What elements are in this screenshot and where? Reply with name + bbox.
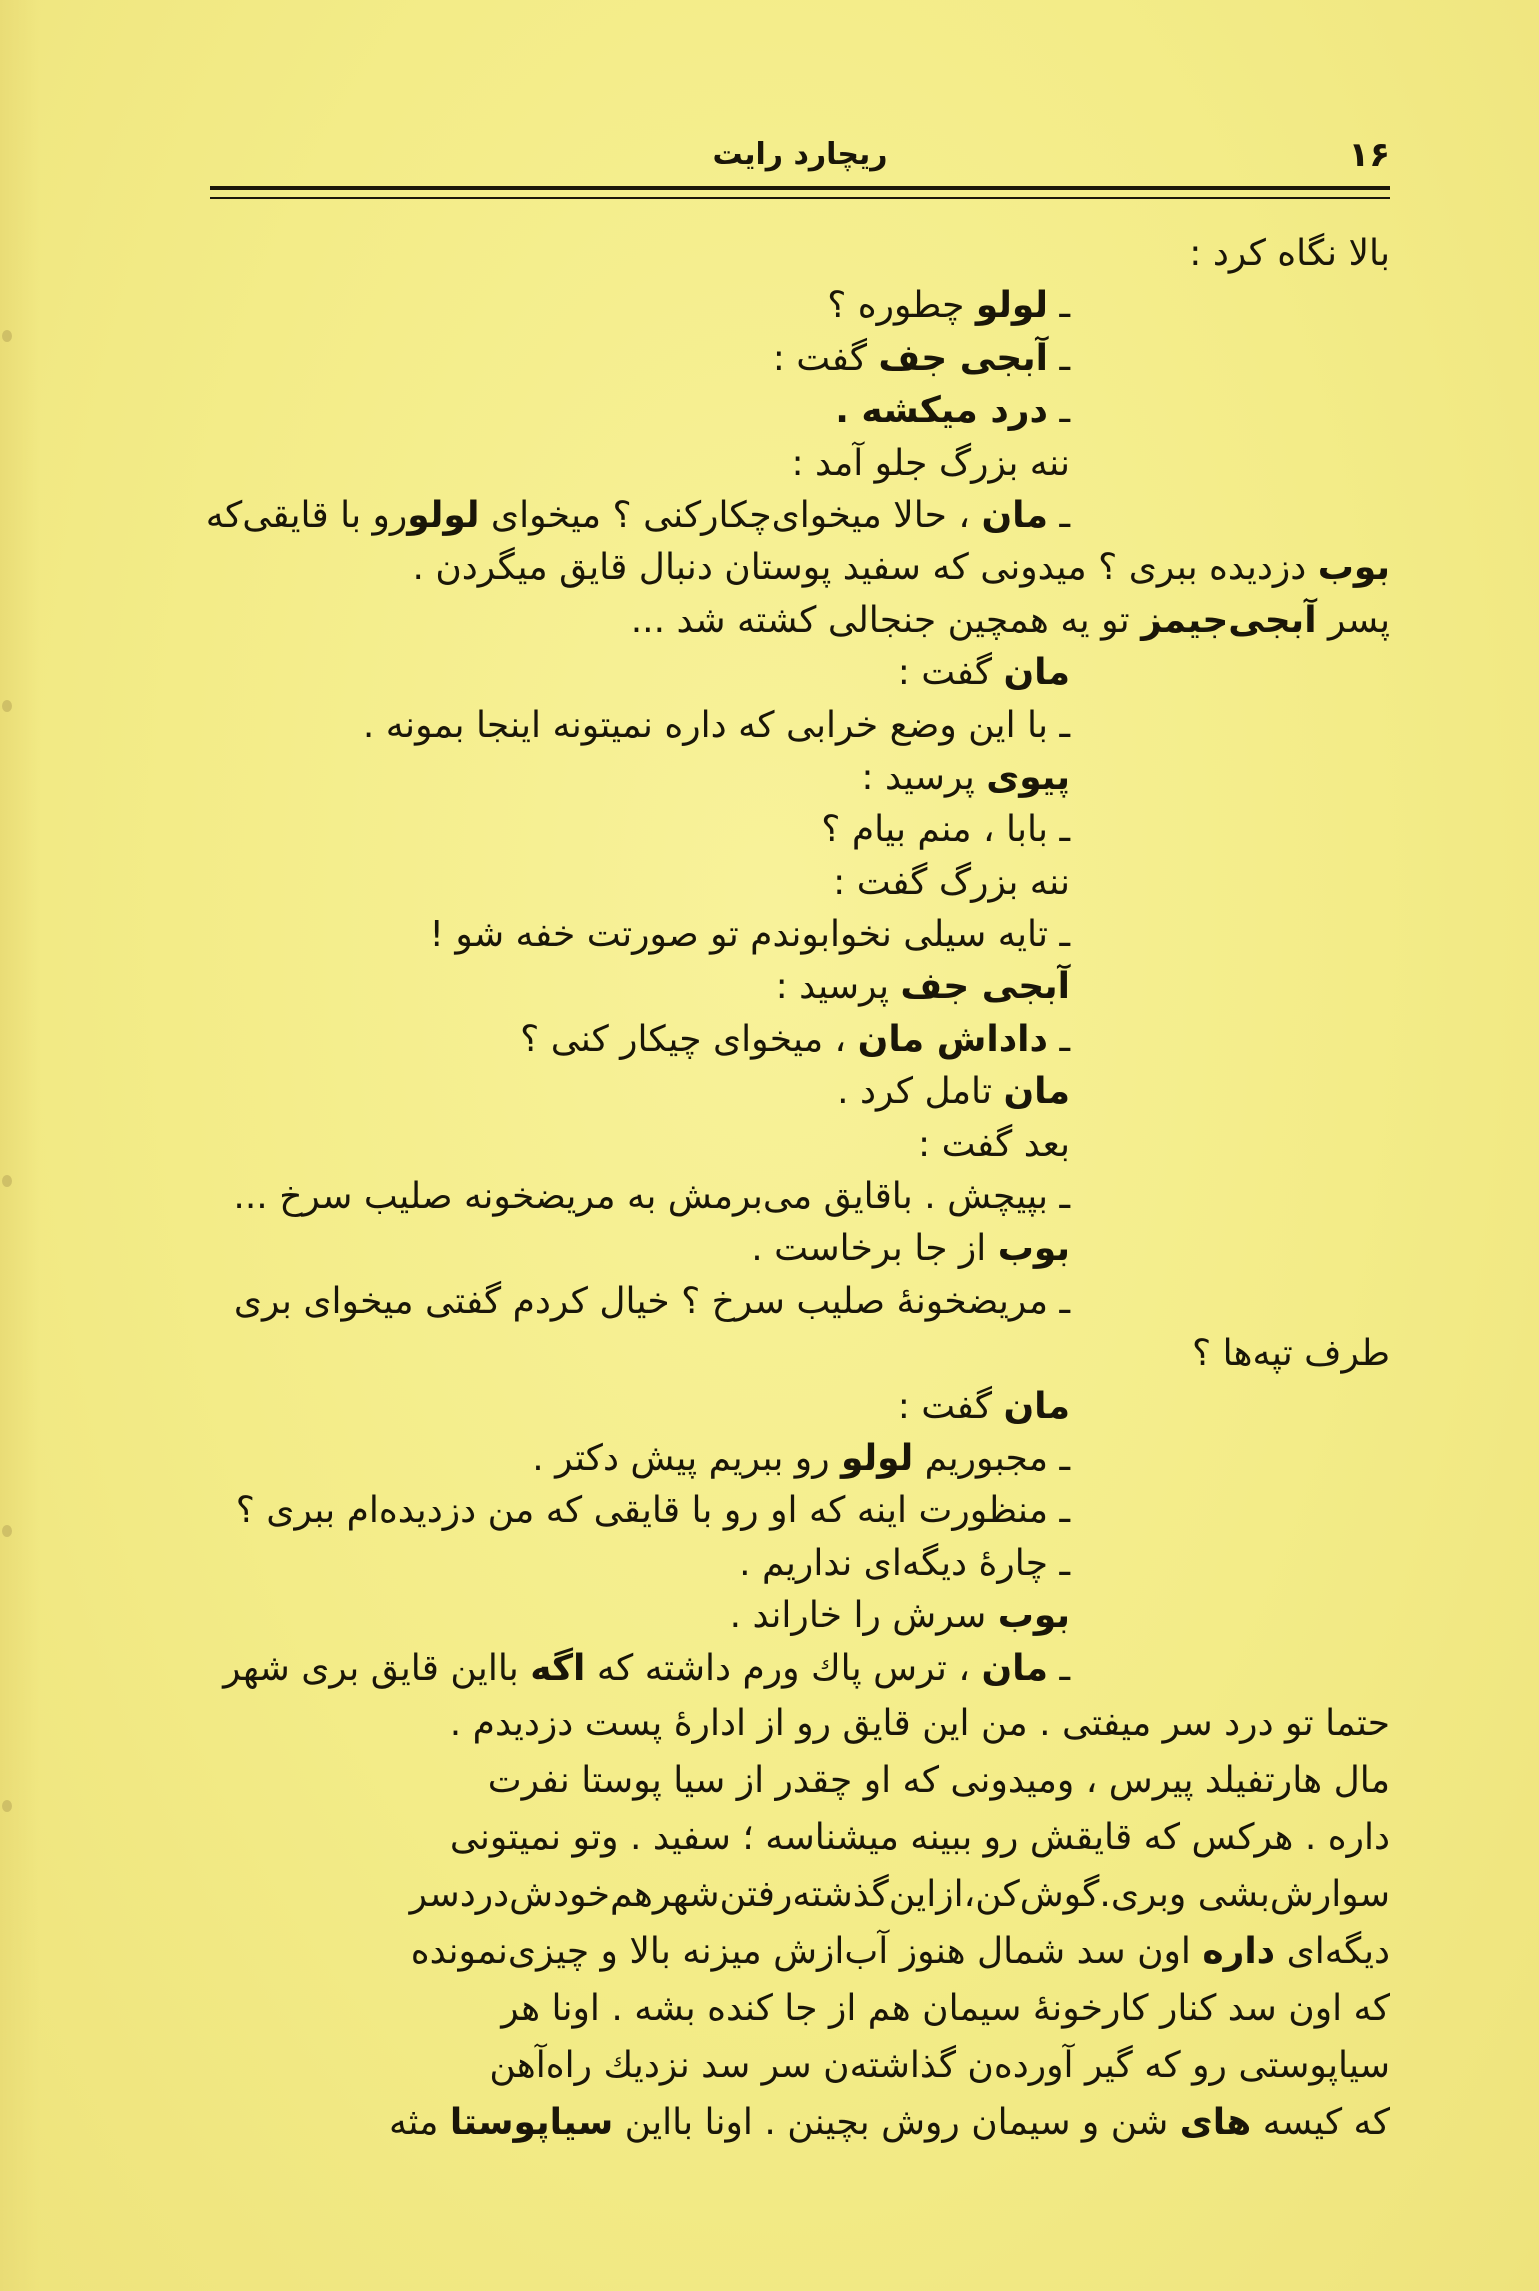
main-text-block xyxy=(170,228,1390,1695)
text-segment: دیگه‌ای xyxy=(1275,1930,1390,1972)
text-segment: طرف تپه‌ها ؟ xyxy=(1192,1333,1390,1375)
text-segment: ـ xyxy=(1048,494,1070,536)
text-line xyxy=(170,857,1390,909)
text-segment: ـ بابا ، منم بیام ؟ xyxy=(821,809,1070,851)
text-line xyxy=(170,804,1390,856)
bold-name: مان xyxy=(981,494,1048,536)
text-line xyxy=(170,490,1390,542)
text-segment: اون سد شمال هنوز آب‌ازش میزنه بالا و چیزی‌نمونده xyxy=(410,1930,1203,1972)
text-line xyxy=(170,1485,1390,1537)
bold-name: لولو xyxy=(407,494,480,536)
bold-name: پیوی xyxy=(986,756,1070,798)
binding-hole xyxy=(2,700,12,712)
text-line xyxy=(170,542,1390,594)
bold-name: سیاپوستا xyxy=(449,2101,614,2143)
header-rule xyxy=(210,186,1390,190)
text-line xyxy=(170,333,1390,385)
text-segment: پرسید : xyxy=(861,756,987,798)
text-segment: مال هارتفیلد پیرس ، ومیدونی که او چقدر از سیا پوستا نفرت xyxy=(487,1759,1390,1801)
running-head: ریچارد رایت xyxy=(712,137,888,172)
text-line xyxy=(170,1381,1390,1433)
text-segment: سیاپوستی رو که گیر آورده‌ن گذاشته‌ن سر سد نزدیك راه‌آهن xyxy=(489,2044,1390,2086)
text-segment: تو یه همچین جنجالی کشته شد ... xyxy=(630,599,1142,641)
header-rule xyxy=(210,197,1390,199)
text-line xyxy=(170,385,1390,437)
text-segment: ـ xyxy=(1048,1647,1070,1689)
text-segment: که اون سد کنار کارخونهٔ سیمان هم از جا کنده بشه . اونا هر xyxy=(501,1987,1390,2029)
binding-hole xyxy=(2,1525,12,1537)
text-line xyxy=(170,1643,1390,1695)
bold-name: داداش مان xyxy=(857,1018,1048,1060)
text-line xyxy=(170,1752,1390,1809)
text-line xyxy=(170,1328,1390,1380)
text-line xyxy=(170,1809,1390,1866)
text-line xyxy=(170,595,1390,647)
text-line xyxy=(170,700,1390,752)
text-segment: ـ xyxy=(1048,337,1070,379)
text-line xyxy=(170,438,1390,490)
text-segment: ـ مجبوریم xyxy=(913,1437,1070,1479)
binding-hole xyxy=(2,330,12,342)
text-segment: ، میخوای چیکار کنی ؟ xyxy=(520,1018,858,1060)
text-segment: رو با قایقی‌که xyxy=(205,494,408,536)
text-segment: ننه بزرگ گفت : xyxy=(833,861,1070,903)
text-line xyxy=(170,1223,1390,1275)
bold-name: اگه xyxy=(530,1647,586,1689)
body-text xyxy=(170,228,1390,2151)
text-line xyxy=(170,1923,1390,1980)
bold-name: آبجی جف xyxy=(878,337,1048,379)
text-segment: ننه بزرگ جلو آمد : xyxy=(791,442,1070,484)
bold-name: مان xyxy=(1003,652,1070,694)
binding-hole xyxy=(2,1175,12,1187)
text-line xyxy=(170,2037,1390,2094)
text-segment: تامل کرد . xyxy=(837,1071,1004,1113)
page-edge-shadow xyxy=(0,0,40,2291)
text-segment: ـ چارهٔ دیگه‌ای نداریم . xyxy=(739,1542,1070,1584)
text-segment: ـ xyxy=(1048,1018,1070,1060)
bold-name: لولو xyxy=(841,1437,914,1479)
text-segment: که کیسه xyxy=(1251,2101,1390,2143)
text-segment: ـ xyxy=(1048,390,1070,432)
text-segment: شن و سیمان روش بچینن . اونا بااین xyxy=(613,2101,1180,2143)
text-segment: ـ منظورت اینه که او رو با قایقی که من دزدیده‌ام ببری ؟ xyxy=(235,1490,1070,1532)
text-segment: سرش را خاراند . xyxy=(729,1595,998,1637)
text-line xyxy=(170,647,1390,699)
bold-name: لولو xyxy=(975,285,1048,327)
bold-name: داره xyxy=(1202,1930,1276,1972)
bold-name: بوب xyxy=(1317,547,1390,589)
bold-name: درد میکشه . xyxy=(835,390,1048,432)
text-segment: رو ببریم پیش دکتر . xyxy=(532,1437,842,1479)
text-segment: مثه xyxy=(389,2101,450,2143)
text-line xyxy=(170,1433,1390,1485)
text-segment: بالا نگاه کرد : xyxy=(1189,233,1390,274)
text-line xyxy=(170,1014,1390,1066)
text-line xyxy=(170,1538,1390,1590)
text-segment: ، حالا میخوای‌چکارکنی ؟ میخوای xyxy=(479,494,982,536)
text-line xyxy=(170,1276,1390,1328)
text-line xyxy=(170,1980,1390,2037)
text-segment: گفت : xyxy=(897,652,1004,694)
text-segment: ، ترس پاك ورم داشته که xyxy=(585,1647,982,1689)
bold-name: بوب xyxy=(997,1595,1070,1637)
text-line xyxy=(170,1590,1390,1642)
text-segment: بعد گفت : xyxy=(918,1123,1070,1165)
text-line xyxy=(170,1066,1390,1118)
text-segment: چطوره ؟ xyxy=(827,285,976,327)
text-line xyxy=(170,752,1390,804)
text-line xyxy=(170,1866,1390,1923)
bold-name: آبجی‌جیمز xyxy=(1141,599,1317,641)
bold-name: بوب xyxy=(997,1228,1070,1270)
text-segment: دزدیده ببری ؟ میدونی که سفید پوستان دنبال قایق میگردن . xyxy=(412,547,1318,589)
bold-name: مان xyxy=(1003,1071,1070,1113)
text-segment: ـ xyxy=(1048,285,1070,327)
bold-name: آبجی جف xyxy=(900,966,1070,1008)
text-segment: داره . هرکس که قایقش رو ببینه میشناسه ؛ سفید . وتو نمیتونی xyxy=(449,1816,1390,1858)
text-segment: ـ بپیچش . باقایق می‌برمش به مریضخونه صلیب سرخ ... xyxy=(233,1176,1070,1218)
bold-name: های xyxy=(1179,2101,1252,2143)
text-segment: بااین قایق بری شهر xyxy=(223,1647,531,1689)
text-line xyxy=(170,1171,1390,1223)
binding-hole xyxy=(2,1800,12,1812)
text-segment: پسر xyxy=(1316,599,1390,641)
text-line xyxy=(170,909,1390,961)
text-segment: ـ تا‌یه سیلی نخوابوندم تو صورتت خفه شو ! xyxy=(429,914,1070,956)
bold-name: مان xyxy=(1003,1385,1070,1427)
text-segment: حتما تو درد سر میفتی . من این قایق رو از ادارهٔ پست دزدیدم . xyxy=(449,1702,1390,1744)
text-line xyxy=(170,228,1390,280)
text-line xyxy=(170,1119,1390,1171)
text-segment: از جا برخاست . xyxy=(751,1228,998,1270)
text-segment: سوارش‌بشی وبری.گوش‌کن،ازاین‌گذشته‌رفتن‌شهرهم‌خودش‌دردسر xyxy=(409,1873,1390,1915)
paragraph-block xyxy=(170,1695,1390,2151)
text-segment: ـ مریضخونهٔ صلیب سرخ ؟ خیال کردم گفتی میخوای بری xyxy=(233,1280,1070,1322)
bold-name: مان xyxy=(981,1647,1048,1689)
text-line xyxy=(170,1695,1390,1752)
text-line xyxy=(170,2094,1390,2151)
text-line xyxy=(170,961,1390,1013)
text-line xyxy=(170,280,1390,332)
page-header xyxy=(210,135,1390,185)
text-segment: پرسید : xyxy=(775,966,901,1008)
page-number: ۱۶ xyxy=(1348,135,1390,175)
text-segment: گفت : xyxy=(772,337,879,379)
text-segment: ـ با این وضع خرابی که داره نمیتونه اینجا بمونه . xyxy=(362,704,1070,746)
text-segment: گفت : xyxy=(897,1385,1004,1427)
